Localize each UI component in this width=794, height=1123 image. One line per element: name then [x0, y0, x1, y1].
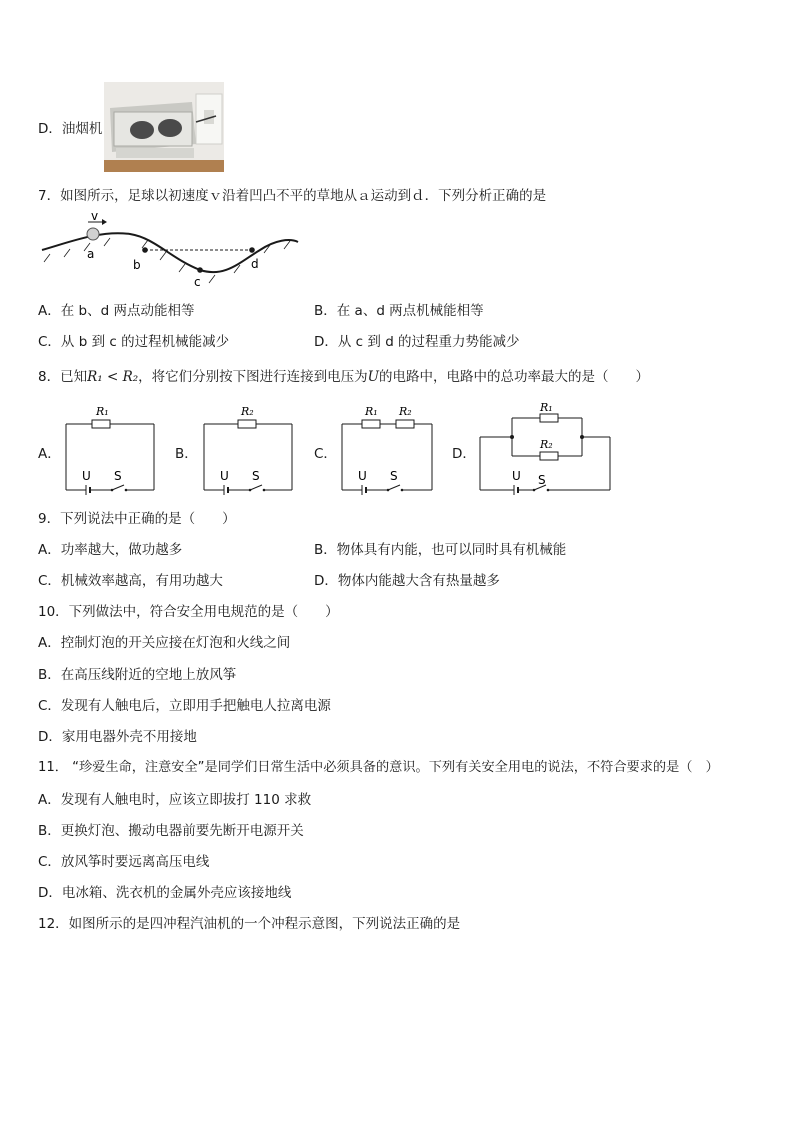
circuit-d-r2: R₂	[540, 438, 553, 451]
circuit-a-letter: A．	[38, 446, 61, 462]
q8-stem-mid: ，将它们分别按下图进行连接到电压为	[138, 369, 368, 385]
circuit-d-letter: D．	[452, 446, 476, 462]
circuit-d-r1: R₁	[540, 401, 553, 414]
circuit-c-r1: R₁	[365, 405, 378, 418]
label-b: b	[133, 258, 141, 272]
q9-option-a: A．功率越大，做功越多	[38, 542, 183, 558]
circuit-d-u: U	[512, 469, 521, 483]
q6-option-d: D．油烟机	[38, 121, 103, 137]
circuit-b	[202, 402, 302, 497]
q8-stem-math: R₁ < R₂	[87, 369, 139, 385]
label-d: d	[251, 257, 259, 271]
q9-option-d: D．物体内能越大含有热量越多	[314, 573, 500, 589]
q11-option-c: C．放风筝时要远离高压电线	[38, 854, 210, 870]
q10-stem: 10．下列做法中，符合安全用电规范的是（ ）	[38, 604, 339, 620]
q7-option-b: B．在 a、d 两点机械能相等	[314, 303, 484, 319]
q7-option-a: A．在 b、d 两点动能相等	[38, 303, 195, 319]
q10-option-a: A．控制灯泡的开关应接在灯泡和火线之间	[38, 635, 291, 651]
q11-option-b: B．更换灯泡、搬动电器前要先断开电源开关	[38, 823, 304, 839]
q10-option-b: B．在高压线附近的空地上放风筝	[38, 667, 237, 683]
q8-stem	[38, 368, 649, 386]
q8-stem-suffix: 的电路中，电路中的总功率最大的是（ ）	[379, 369, 650, 385]
circuit-a-u: U	[82, 469, 91, 483]
circuit-b-u: U	[220, 469, 229, 483]
label-c: c	[194, 275, 201, 289]
circuit-c	[340, 402, 440, 497]
circuit-c-letter: C．	[314, 446, 337, 462]
range-hood-photo	[104, 82, 224, 172]
q8-stem-var: U	[367, 369, 380, 385]
q8-stem-prefix: 8．已知	[38, 369, 88, 385]
circuit-d-s: S	[538, 473, 546, 487]
q7-option-d: D．从 c 到 d 的过程重力势能减少	[314, 334, 520, 350]
circuit-b-letter: B．	[175, 446, 198, 462]
q9-stem: 9．下列说法中正确的是（ ）	[38, 511, 236, 527]
q9-option-c: C．机械效率越高，有用功越大	[38, 573, 223, 589]
q11-option-d: D．电冰箱、洗衣机的金属外壳应该接地线	[38, 885, 292, 901]
q9-option-b: B．物体具有内能，也可以同时具有机械能	[314, 542, 567, 558]
q7-stem: 7．如图所示，足球以初速度ｖ沿着凹凸不平的草地从ａ运动到ｄ．下列分析正确的是	[38, 188, 547, 204]
label-a: a	[87, 247, 95, 261]
q10-option-c: C．发现有人触电后，立即用手把触电人拉离电源	[38, 698, 331, 714]
q10-option-d: D．家用电器外壳不用接地	[38, 729, 197, 745]
circuit-a-s: S	[114, 469, 122, 483]
label-v: v	[91, 209, 99, 223]
circuit-b-r2: R₂	[241, 405, 254, 418]
q11-option-a: A．发现有人触电时，应该立即拔打 110 求救	[38, 792, 312, 808]
q12-stem: 12．如图所示的是四冲程汽油机的一个冲程示意图，下列说法正确的是	[38, 916, 461, 932]
circuit-c-u: U	[358, 469, 367, 483]
circuit-c-r2: R₂	[399, 405, 412, 418]
circuit-b-s: S	[252, 469, 260, 483]
q7-terrain-figure	[40, 209, 300, 289]
circuit-d	[478, 400, 613, 495]
q7-option-c: C．从 b 到 c 的过程机械能减少	[38, 334, 230, 350]
circuit-c-s: S	[390, 469, 398, 483]
circuit-a-r1: R₁	[96, 405, 109, 418]
q11-stem: 11． “珍爱生命，注意安全”是同学们日常生活中必须具备的意识。下列有关安全用电的说法，不符合要求的是（ ）	[38, 760, 719, 775]
circuit-a	[64, 402, 164, 497]
